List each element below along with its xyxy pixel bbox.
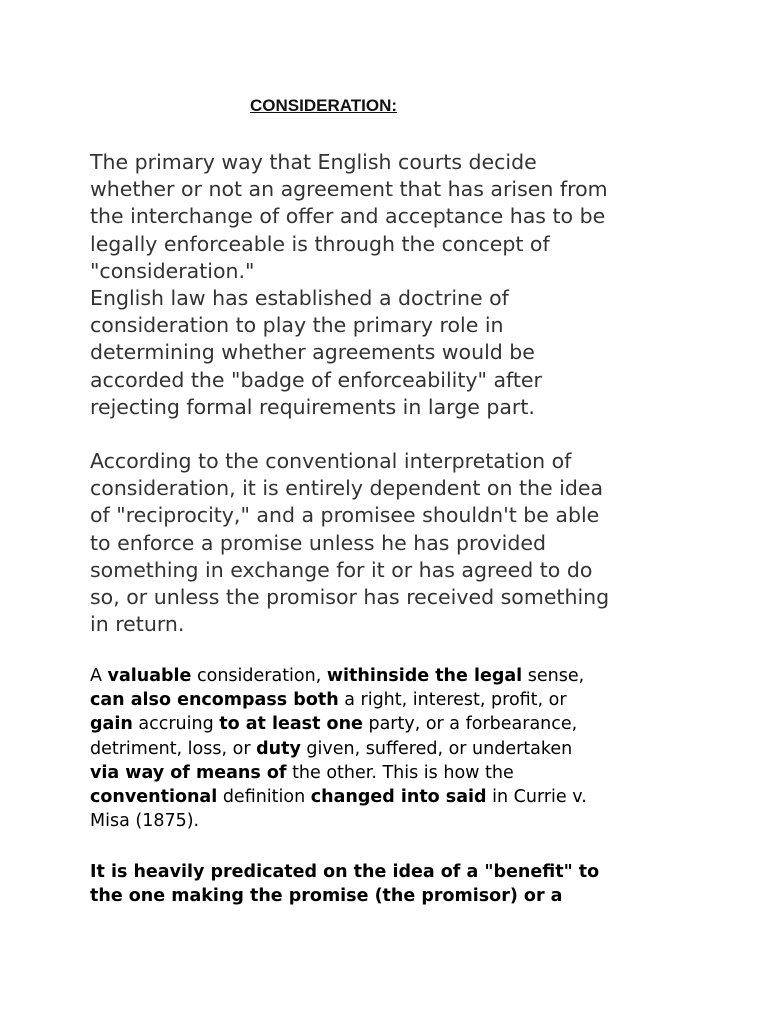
text-line: It is heavily predicated on the idea of a "benefit" to: [90, 862, 600, 882]
paragraph-2: [90, 448, 690, 638]
document-title: CONSIDERATION:: [250, 96, 398, 115]
text-run: Misa (1875).: [90, 811, 200, 832]
text-run: A: [90, 666, 108, 686]
paragraph-3: [90, 664, 690, 833]
bold-text: via way of means of: [90, 762, 287, 783]
text-run: definition: [217, 787, 311, 808]
text-line: to enforce a promise unless he has provided: [90, 530, 546, 555]
bold-text: changed into said: [310, 787, 487, 808]
text-line: determining whether agreements would be: [90, 340, 535, 365]
text-run: the other. This is how the: [286, 762, 514, 783]
text-run: a right, interest, profit, or: [338, 690, 567, 711]
text-run: consideration,: [191, 666, 327, 686]
paragraph-1: [90, 149, 690, 421]
text-line: The primary way that English courts decide: [90, 150, 537, 174]
text-line: English law has established a doctrine of: [90, 286, 509, 311]
bold-text: valuable: [107, 666, 192, 686]
text-line: in return.: [90, 612, 185, 637]
bold-text: to at least one: [219, 714, 363, 735]
text-line: whether or not an agreement that has arisen from: [90, 177, 608, 202]
text-line: According to the conventional interpretation of: [90, 449, 572, 473]
text-line: consideration, it is entirely dependent on the idea: [90, 476, 604, 501]
text-run: sense,: [522, 666, 585, 686]
text-line: something in exchange for it or has agreed to do: [90, 557, 593, 582]
text-line: consideration to play the primary role in: [90, 313, 504, 338]
bold-text: duty: [256, 738, 301, 759]
bold-text: conventional: [90, 787, 218, 808]
text-line: "consideration.": [90, 258, 255, 283]
text-line: legally enforceable is through the concept of: [90, 231, 550, 256]
text-line: so, or unless the promisor has received something: [90, 585, 610, 610]
text-line: of "reciprocity," and a promisee shouldn't be able: [90, 503, 600, 528]
text-run: detriment, loss, or: [90, 738, 257, 759]
bold-text: gain: [90, 714, 133, 735]
bold-text: can also encompass both: [90, 690, 339, 711]
text-run: given, suffered, or undertaken: [300, 738, 573, 759]
text-line: the one making the promise (the promisor) or a: [90, 886, 563, 907]
text-run: party, or a forbearance,: [362, 714, 578, 735]
text-run: accruing: [132, 714, 220, 735]
text-line: rejecting formal requirements in large part.: [90, 394, 535, 419]
text-run: in Currie v.: [486, 787, 587, 808]
text-line: the interchange of offer and acceptance has to be: [90, 204, 606, 229]
bold-text: withinside the legal: [326, 666, 523, 686]
text-line: accorded the "badge of enforceability" after: [90, 367, 542, 392]
paragraph-4: [90, 860, 690, 908]
